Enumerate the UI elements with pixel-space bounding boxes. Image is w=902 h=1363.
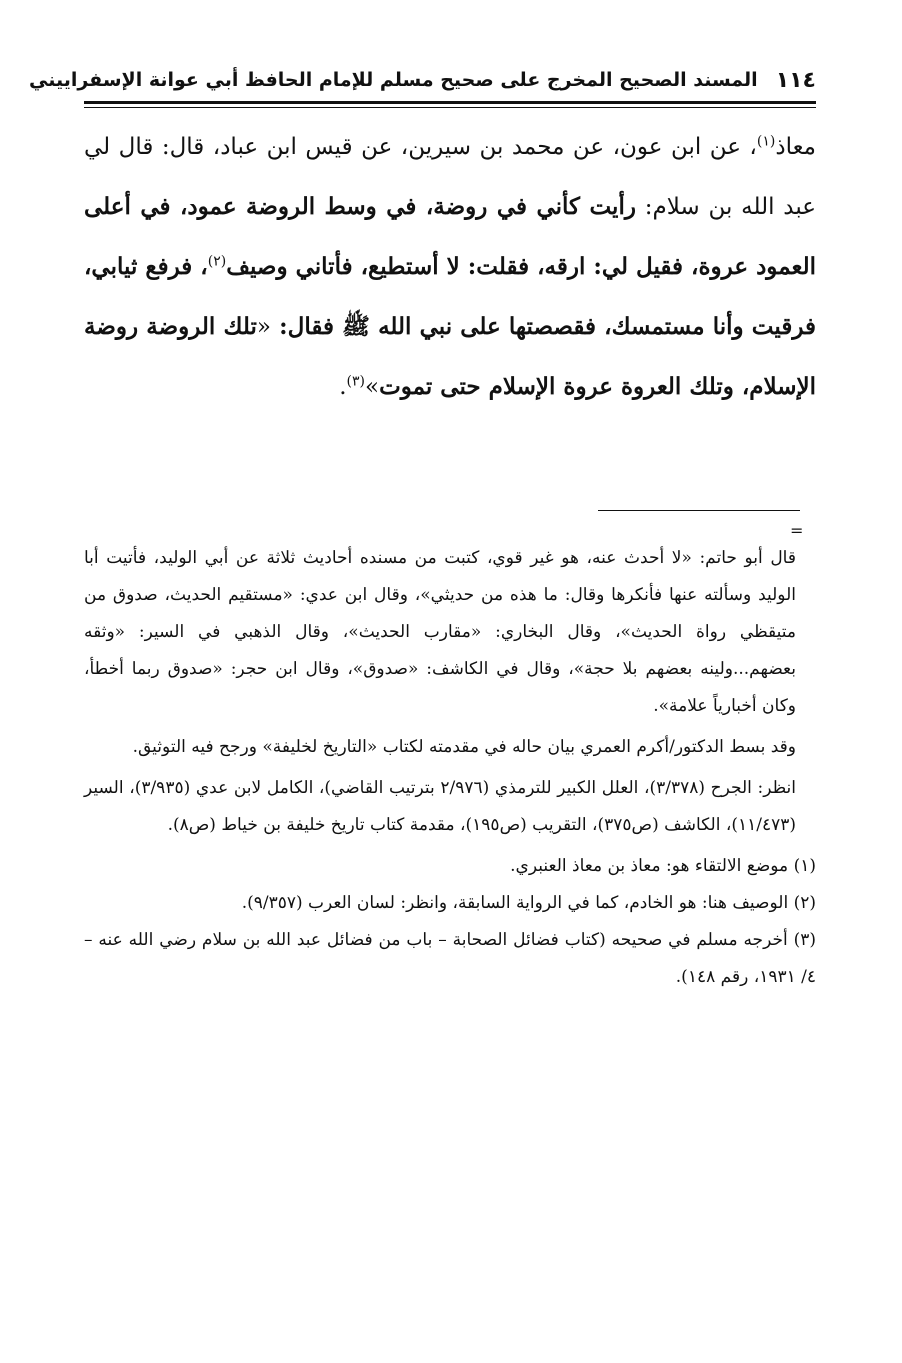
footnote-2-text: الوصيف هنا: هو الخادم، كما في الرواية السابقة، وانظر: لسان العرب (٩/٣٥٧).	[241, 893, 789, 913]
narrator-name: معاذ	[775, 134, 816, 160]
footnote-3-number: (٣)	[793, 930, 817, 950]
footnote-1-text: موضع الالتقاء هو: معاذ بن معاذ العنبري.	[510, 856, 789, 876]
footnote-ref-3: (٣)	[346, 373, 365, 390]
footnote-separator	[598, 510, 800, 511]
header-rule-thick	[84, 101, 816, 104]
matn-text-1: رأيت كأني في روضة، في وسط الروضة عمود، في أعلى العمود عروة، فقيل لي: ارقه، فقلت: لا أستطيع، فأتاني وصيف	[84, 193, 816, 280]
main-hadith-text	[84, 118, 816, 417]
footnote-2	[84, 885, 816, 922]
footnote-ref-1: (١)	[756, 133, 776, 150]
matn-text-2: ، فرفع ثيابي، فرقيت وأنا مستمسك، فقصصتها على نبي الله ﷺ فقال:	[84, 253, 817, 340]
footnote-ref-2: (٢)	[207, 253, 227, 270]
running-title: المسند الصحيح المخرج على صحيح مسلم للإمام الحافظ أبي عوانة الإسفراييني	[28, 69, 758, 91]
footnote-continued-para-3: انظر: الجرح (٣/٣٧٨)، العلل الكبير للترمذي (٢/٩٧٦ بترتيب القاضي)، الكامل لابن عدي (٣/٩٣٥)، السير (١١/٤٧٣)، الكاشف (ص٣٧٥)، التقريب (ص١٩٥)، مقدمة كتاب تاريخ خليفة بن خياط (ص٨).	[84, 778, 796, 835]
footnote-1-number: (١)	[793, 856, 816, 876]
quote-open: «	[256, 314, 271, 340]
footnotes-section	[84, 540, 816, 996]
page-number: ١١٤	[775, 67, 816, 93]
hadith-paragraph	[84, 118, 816, 417]
footnote-3-text: أخرجه مسلم في صحيحه (كتاب فضائل الصحابة – باب من فضائل عبد الله بن سلام رضي الله عنه – ٤/ ١٩٣١، رقم ١٤٨).	[84, 930, 816, 987]
footnote-2-number: (٢)	[793, 893, 816, 913]
quote-close: »	[364, 374, 380, 400]
end-period: .	[339, 374, 347, 400]
isnad-text: ، عن ابن عون، عن محمد بن سيرين، عن قيس ابن عباد، قال: قال لي عبد الله بن سلام:	[84, 134, 816, 220]
footnote-3	[84, 922, 816, 996]
footnote-1	[84, 848, 816, 885]
continuation-mark: =	[790, 521, 804, 540]
header-rule-thin	[84, 107, 816, 108]
prophet-saying: تلك الروضة روضة الإسلام، وتلك العروة عروة الإسلام حتى تموت	[84, 313, 816, 400]
footnote-continued-para-1: قال أبو حاتم: «لا أحدث عنه، هو غير قوي، كتبت من مسنده أحاديث ثلاثة عن أبي الوليد، فأتيت أبا الوليد وسألته عنها فأنكرها وقال: ما هذه من حديثي»، وقال ابن عدي: «مستقيم الحديث، صدوق من متيقظي رواة الحديث»، وقال البخاري: «مقارب الحديث»، وقال الذهبي في السير: «وثقه بعضهم...ولينه بعضهم بلا حجة»، وقال في الكاشف: «صدوق»، وقال ابن حجر: «صدوق ربما أخطأ، وكان أخبارياً علامة».	[84, 548, 796, 716]
footnote-continued-para-2: وقد بسط الدكتور/أكرم العمري بيان حاله في مقدمته لكتاب «التاريخ لخليفة» ورجح فيه التوثيق.	[132, 737, 796, 757]
running-header	[28, 60, 816, 100]
